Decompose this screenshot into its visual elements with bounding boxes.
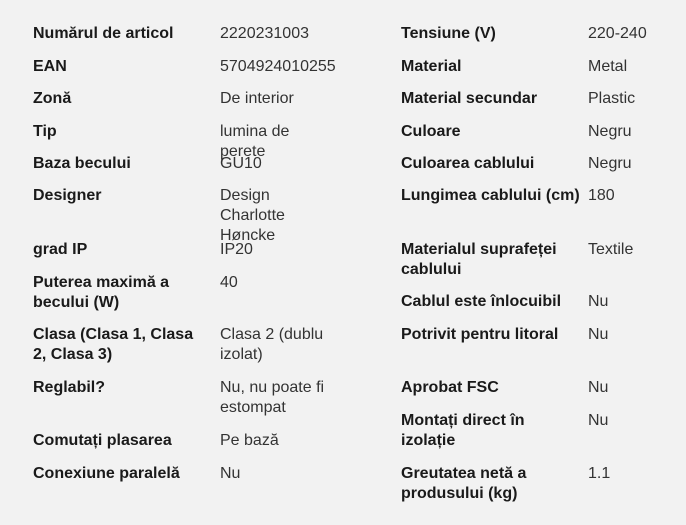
spec-label: Numărul de articol: [33, 25, 174, 42]
spec-value: 220-240: [588, 25, 647, 42]
spec-value: Nu: [588, 412, 609, 429]
spec-label: Conexiune paralelă: [33, 465, 180, 482]
spec-value: Negru: [588, 155, 632, 172]
spec-label: Potrivit pentru litoral: [401, 326, 559, 343]
spec-label: Material: [401, 58, 462, 75]
spec-value: Nu: [220, 465, 241, 482]
spec-value: lumina de perete: [220, 123, 290, 160]
spec-value: De interior: [220, 90, 294, 107]
spec-value: Nu, nu poate fi estompat: [220, 379, 325, 416]
spec-label: Tip: [33, 123, 57, 140]
spec-label: Baza becului: [33, 155, 131, 172]
spec-value: Design Charlotte Høncke: [220, 187, 285, 244]
spec-value: 40: [220, 274, 238, 291]
spec-label: EAN: [33, 58, 67, 75]
spec-value: 180: [588, 187, 615, 204]
spec-value: Nu: [588, 379, 609, 396]
spec-label: grad IP: [33, 241, 88, 258]
spec-label: Zonă: [33, 90, 72, 107]
spec-label: Lungimea cablului (cm): [401, 187, 580, 204]
spec-label: Comutați plasarea: [33, 432, 172, 449]
spec-label: Designer: [33, 187, 102, 204]
spec-value: Nu: [588, 326, 609, 343]
spec-value: Clasa 2 (dublu izolat): [220, 326, 324, 363]
spec-label: Aprobat FSC: [401, 379, 499, 396]
spec-value: Plastic: [588, 90, 636, 107]
spec-label: Material secundar: [401, 90, 538, 107]
spec-value: Negru: [588, 123, 632, 140]
spec-value: Metal: [588, 58, 628, 75]
spec-label: Cablul este înlocuibil: [401, 293, 562, 310]
spec-value: GU10: [220, 155, 262, 172]
spec-label: Culoare: [401, 123, 461, 140]
spec-value: 1.1: [588, 465, 611, 482]
spec-label: Montați direct în izolație: [401, 412, 525, 449]
spec-value: 5704924010255: [220, 58, 336, 75]
spec-label: Puterea maximă a becului (W): [33, 274, 170, 311]
spec-label: Materialul suprafeței cablului: [401, 241, 557, 278]
spec-value: 2220231003: [220, 25, 309, 42]
spec-value: Textile: [588, 241, 634, 258]
spec-value: IP20: [220, 241, 253, 258]
spec-value: Pe bază: [220, 432, 279, 449]
spec-label: Culoarea cablului: [401, 155, 535, 172]
spec-value: Nu: [588, 293, 609, 310]
spec-label: Reglabil?: [33, 379, 106, 396]
spec-label: Greutatea netă a produsului (kg): [401, 465, 527, 502]
spec-label: Clasa (Clasa 1, Clasa 2, Clasa 3): [33, 326, 194, 363]
spec-label: Tensiune (V): [401, 25, 496, 42]
